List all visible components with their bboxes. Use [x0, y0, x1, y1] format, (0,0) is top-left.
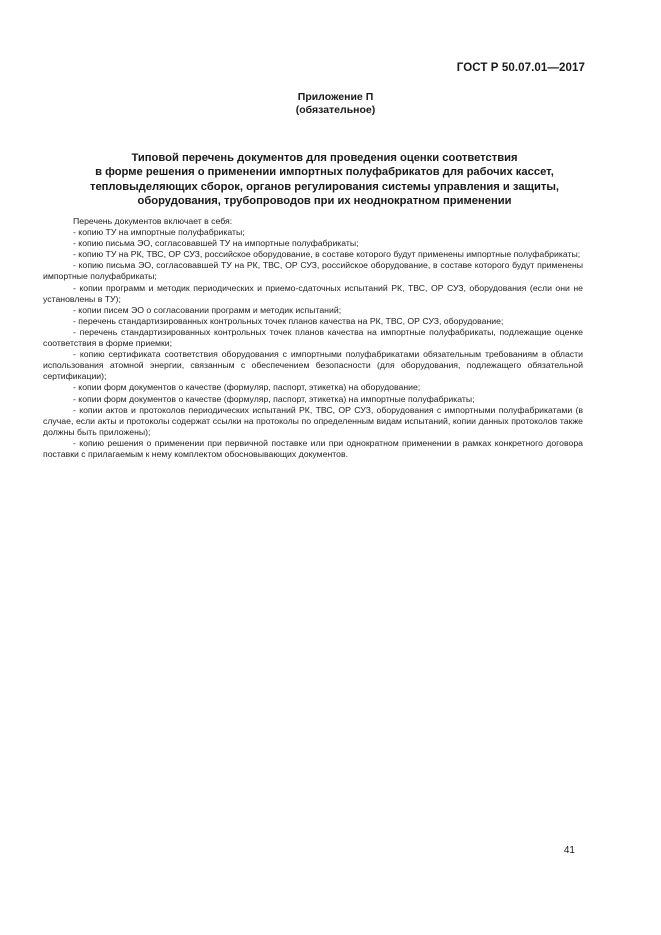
title-line: Типовой перечень документов для проведения оценки соответствия: [131, 152, 518, 164]
title-line: оборудования, трубопроводов при их неоднократном применении: [137, 194, 512, 207]
list-item: - перечень стандартизированных контрольных точек планов качества на РК, ТВС, ОР СУЗ, оборудование;: [73, 315, 504, 326]
document-body: [43, 216, 583, 460]
list-item: - перечень стандартизированных контрольных точек планов качества на импортные полуфабрикаты, подлежащие оценке соответствия в форме приемки;: [43, 326, 583, 349]
list-item: - копии писем ЭО о согласовании программ и методик испытаний;: [73, 304, 342, 315]
list-item: - копию письма ЭО, согласовавшей ТУ на импортные полуфабрикаты;: [73, 238, 359, 249]
list-item: - копию сертификата соответствия оборудования с импортными полуфабрикатами обязательным требованиям в области использования атомной энергии, связанным с обеспечением безопасности (для оборудования, подлежащего обязательной сертификации);: [43, 349, 583, 382]
title-line: в форме решения о применении импортных полуфабрикатов для рабочих кассет,: [95, 166, 554, 179]
list-item: - копии актов и протоколов периодических испытаний РК, ТВС, ОР СУЗ, оборудования с импортными полуфабрикатами (в случае, если акты и протоколы содержат ссылки на протоколы по определенным видам испытаний, копии данных протоколов также должны быть приложены);: [43, 404, 583, 437]
section-title: [60, 151, 589, 208]
annex-heading: [0, 91, 661, 117]
annex-title: Приложение П: [297, 91, 374, 103]
title-line: тепловыделяющих сборок, органов регулирования системы управления и защиты,: [89, 180, 560, 193]
list-item: - копию ТУ на импортные полуфабрикаты;: [73, 227, 245, 238]
list-item: - копию письма ЭО, согласовавшей ТУ на РК, ТВС, ОР СУЗ, российское оборудование, в составе которого будут применены импортные полуфабрикаты;: [43, 260, 583, 282]
annex-subtitle: (обязательное): [295, 104, 376, 116]
list-item: - копии форм документов о качестве (формуляр, паспорт, этикетка) на оборудование;: [73, 382, 421, 393]
list-item: - копии программ и методик периодических и приемо-сдаточных испытаний РК, ТВС, ОР СУЗ, оборудования (если они не установлены в ТУ);: [43, 282, 583, 304]
page-number: 41: [563, 845, 575, 856]
intro-paragraph: Перечень документов включает в себя:: [73, 216, 233, 226]
list-item: - копии форм документов о качестве (формуляр, паспорт, этикетка) на импортные полуфабрикаты;: [73, 393, 475, 404]
list-item: - копию решения о применении при первичной поставке или при однократном применении в рамках конкретного договора поставки с прилагаемым к нему комплектом обосновывающих документов.: [43, 437, 583, 459]
list-item: - копию ТУ на РК, ТВС, ОР СУЗ, российское оборудование, в составе которого будут применены импортные полуфабрикаты;: [73, 249, 581, 260]
document-code: ГОСТ Р 50.07.01—2017: [456, 62, 585, 74]
